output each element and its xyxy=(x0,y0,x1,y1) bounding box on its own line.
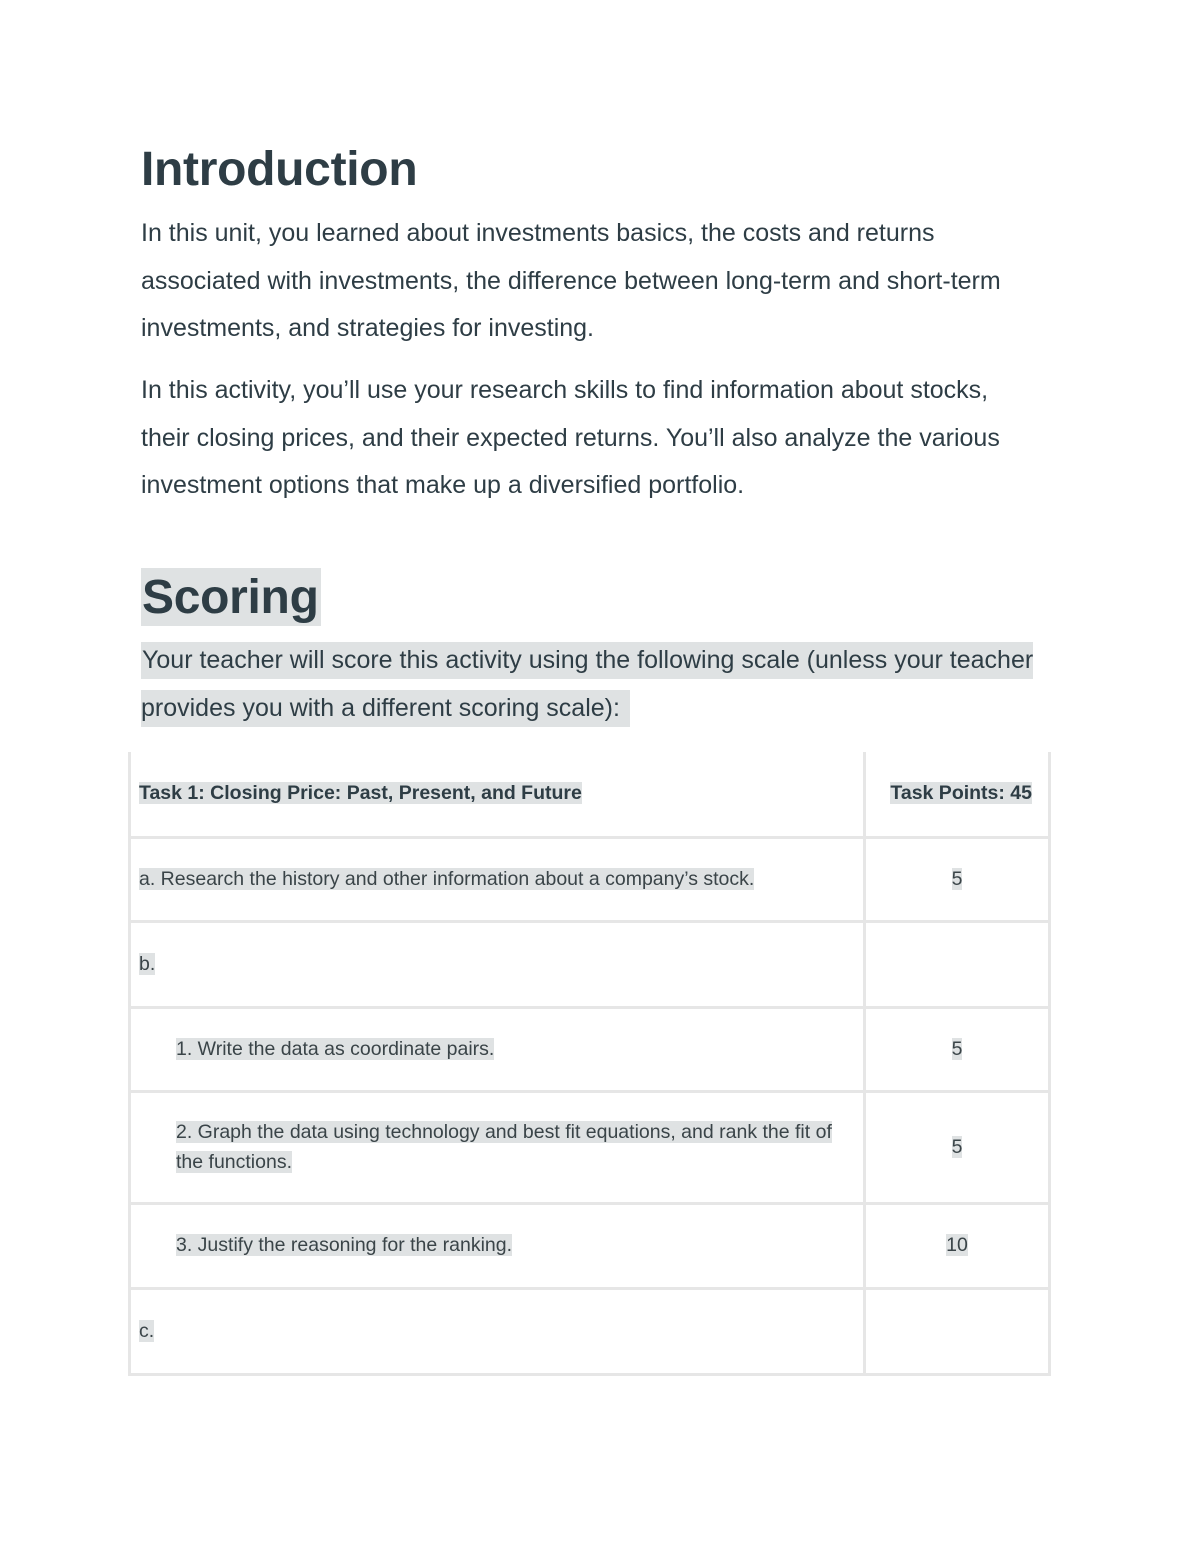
table-row xyxy=(130,1007,1050,1091)
scoring-paragraph xyxy=(141,637,1041,732)
table-row xyxy=(130,837,1050,921)
task-cell xyxy=(130,1007,865,1091)
task-cell xyxy=(130,921,865,1007)
task-cell xyxy=(130,1288,865,1374)
points-header-cell xyxy=(865,752,1050,837)
scoring-paragraph-text: Your teacher will score this activity using the following scale (unless your teacher provides you with a different scoring scale): xyxy=(141,642,1033,727)
points-cell xyxy=(865,1203,1050,1288)
scoring-table xyxy=(128,752,1051,1376)
points-header-text: Task Points: 45 xyxy=(890,782,1032,805)
task-header-cell xyxy=(130,752,865,837)
task-text: 1. Write the data as coordinate pairs. xyxy=(176,1037,495,1060)
points-text: 10 xyxy=(946,1234,968,1256)
task-text: 3. Justify the reasoning for the ranking. xyxy=(176,1234,513,1256)
points-cell xyxy=(865,1288,1050,1374)
task-text: a. Research the history and other information about a company’s stock. xyxy=(139,867,755,890)
points-cell xyxy=(865,1007,1050,1091)
points-text: 5 xyxy=(951,867,963,890)
table-header-row xyxy=(130,752,1050,837)
scoring-heading-text: Scoring xyxy=(141,568,321,626)
task-text: 2. Graph the data using technology and best fit equations, and rank the fit of the functions. xyxy=(176,1121,832,1173)
points-cell xyxy=(865,1091,1050,1203)
task-cell xyxy=(130,837,865,921)
task-cell xyxy=(130,1091,865,1203)
points-text: 5 xyxy=(951,1037,963,1060)
task-header-text: Task 1: Closing Price: Past, Present, and Future xyxy=(139,782,582,805)
points-text: 5 xyxy=(951,1135,963,1158)
introduction-paragraph-2: In this activity, you’ll use your research skills to find information about stocks, their closing prices, and their expected returns. You’ll also analyze the various investment options that make up a diversified portfolio. xyxy=(141,376,1000,499)
task-cell xyxy=(130,1203,865,1288)
points-cell xyxy=(865,921,1050,1007)
table-row xyxy=(130,921,1050,1007)
table-row xyxy=(130,1091,1050,1203)
scoring-heading xyxy=(141,568,321,626)
table-row xyxy=(130,1203,1050,1288)
table-row xyxy=(130,1288,1050,1374)
introduction-heading: Introduction xyxy=(141,143,418,196)
introduction-paragraph-1: In this unit, you learned about investments basics, the costs and returns associated with investments, the difference between long-term and short-term investments, and strategies for investing. xyxy=(141,219,1001,342)
points-cell xyxy=(865,837,1050,921)
task-text: b. xyxy=(139,952,156,975)
task-text: c. xyxy=(139,1319,155,1342)
